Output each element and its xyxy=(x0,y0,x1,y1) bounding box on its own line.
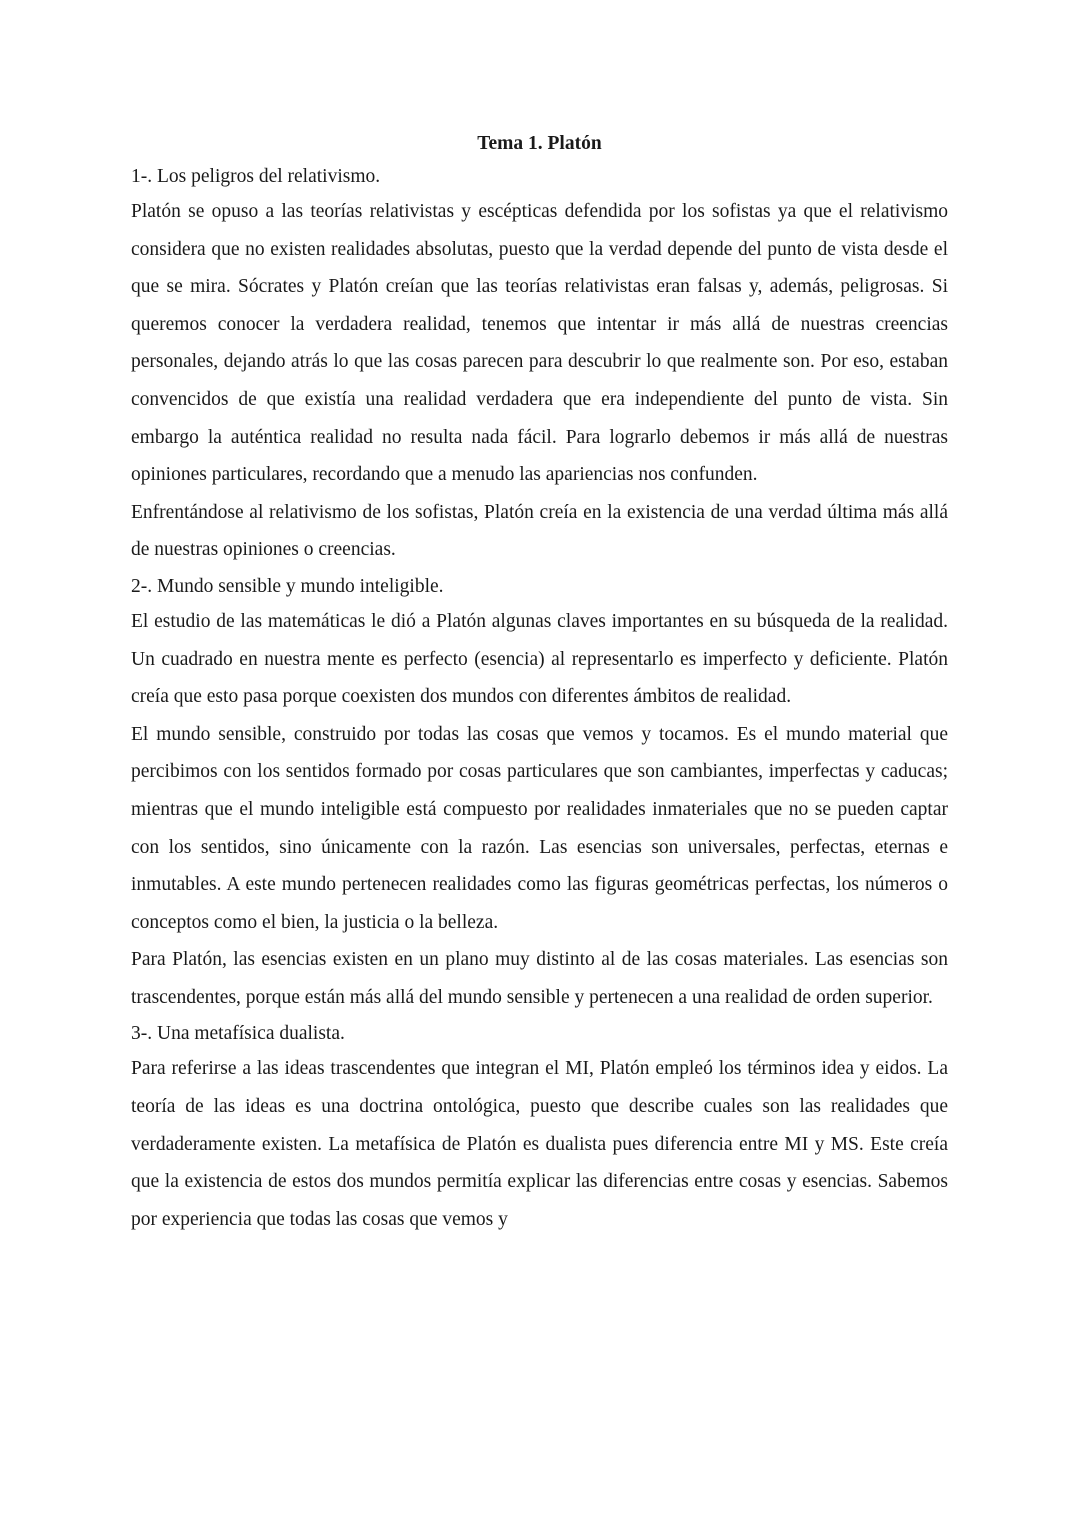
paragraph: Para referirse a las ideas trascendentes que integran el MI, Platón empleó los términos idea y eidos. La teoría de las ideas es una doctrina ontológica, puesto que describe cuales son las realidades que verdaderamente existen. La metafísica de Platón es dualista pues diferencia entre MI y MS. Este creía que la existencia de estos dos mundos permitía explicar las diferencias entre cosas y esencias. Sabemos por experiencia que todas las cosas que vemos y xyxy=(131,1058,948,1230)
document-page xyxy=(131,128,948,1238)
paragraph: Enfrentándose al relativismo de los sofistas, Platón creía en la existencia de una verdad última más allá de nuestras opiniones o creencias. xyxy=(131,501,948,561)
section-2 xyxy=(131,569,948,1017)
document-title: Tema 1. Platón xyxy=(477,133,602,154)
section-heading: 2-. Mundo sensible y mundo inteligible. xyxy=(131,575,444,597)
paragraph: El estudio de las matemáticas le dió a Platón algunas claves importantes en su búsqueda de la realidad. Un cuadrado en nuestra mente es perfecto (esencia) al representarlo es imperfecto y deficiente. Platón creía que esto pasa porque coexisten dos mundos con diferentes ámbitos de realidad. xyxy=(131,610,948,708)
section-heading: 1-. Los peligros del relativismo. xyxy=(131,166,381,187)
section-3 xyxy=(131,1016,948,1238)
paragraph: El mundo sensible, construido por todas las cosas que vemos y tocamos. Es el mundo material que percibimos con los sentidos formado por cosas particulares que son cambiantes, imperfectas y caducas; mientras que el mundo inteligible está compuesto por realidades inmateriales que no se pueden captar con los sentidos, sino únicamente con la razón. Las esencias son universales, perfectas, eternas e inmutables. A este mundo pertenecen realidades como las figuras geométricas perfectas, los números o conceptos como el bien, la justicia o la belleza. xyxy=(131,723,948,933)
section-1 xyxy=(131,159,948,569)
section-heading: 3-. Una metafísica dualista. xyxy=(131,1023,345,1045)
paragraph: Para Platón, las esencias existen en un plano muy distinto al de las cosas materiales. Las esencias son trascendentes, porque están más allá del mundo sensible y pertenecen a una realidad de orden superior. xyxy=(131,949,948,1008)
paragraph: Platón se opuso a las teorías relativistas y escépticas defendida por los sofistas ya que el relativismo considera que no existen realidades absolutas, puesto que la verdad depende del punto de vista desde el que se mira. Sócrates y Platón creían que las teorías relativistas eran falsas y, además, peligrosas. Si queremos conocer la verdadera realidad, tenemos que intentar ir más allá de nuestras creencias personales, dejando atrás lo que las cosas parecen para descubrir lo que realmente son. Por eso, estaban convencidos de que existía una realidad verdadera que era independiente del punto de vista. Sin embargo la auténtica realidad no resulta nada fácil. Para lograrlo debemos ir más allá de nuestras opiniones particulares, recordando que a menudo las apariencias nos confunden. xyxy=(131,201,948,486)
